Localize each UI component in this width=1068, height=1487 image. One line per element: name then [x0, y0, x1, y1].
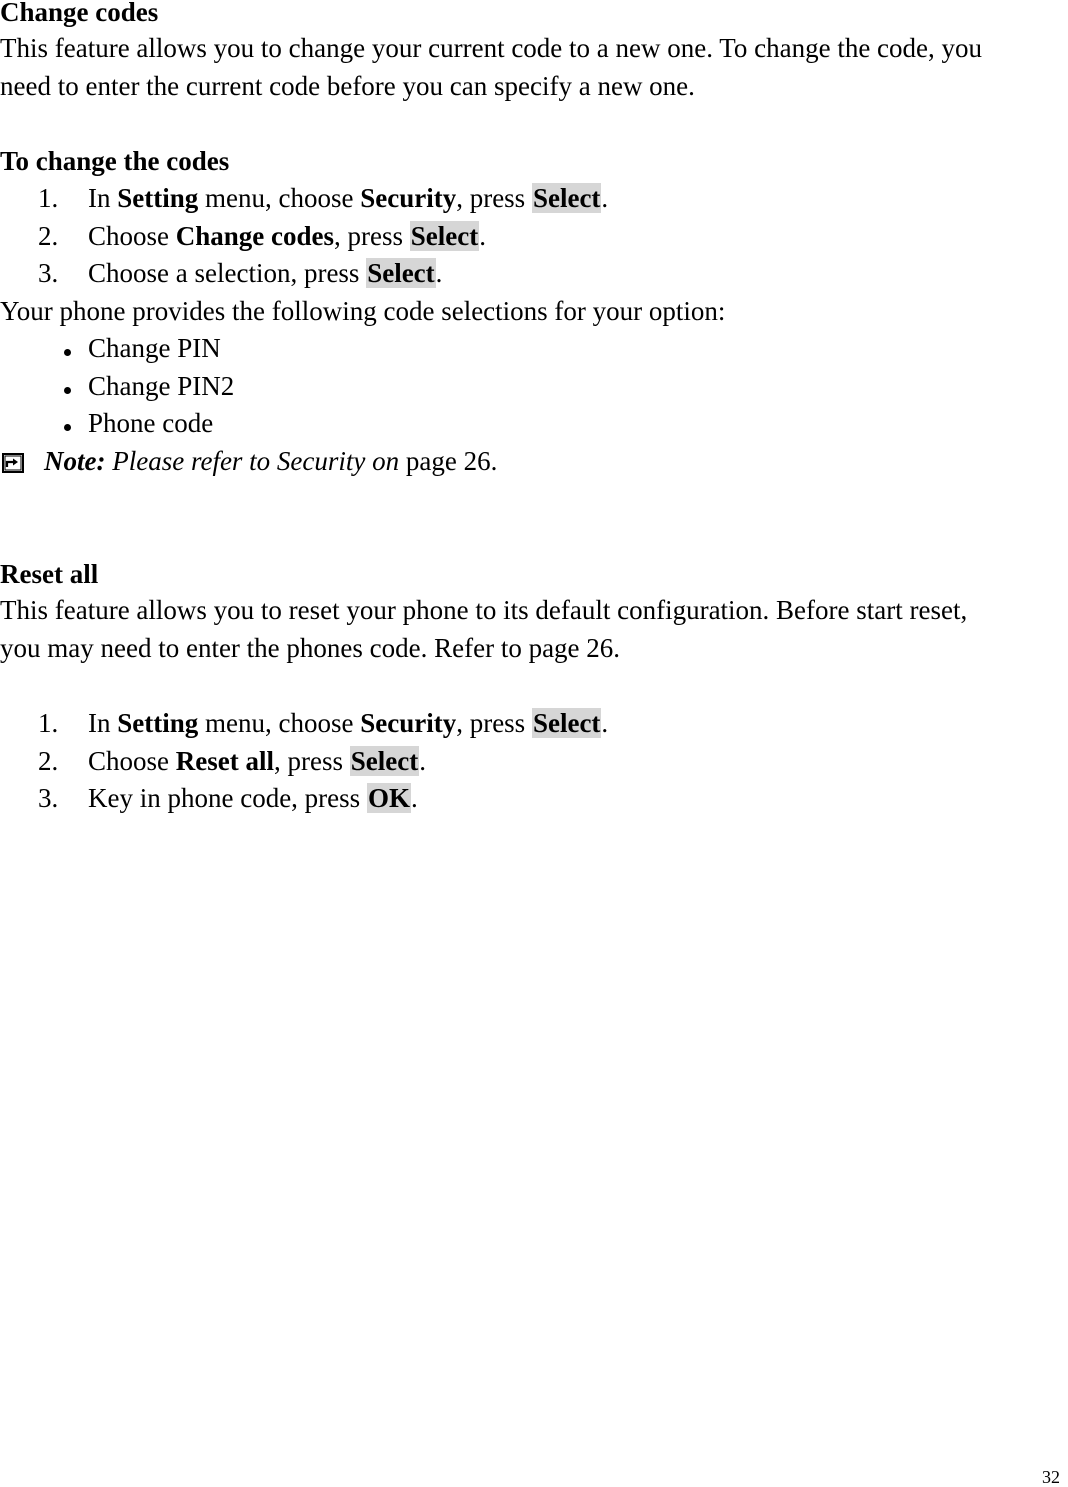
- bullet-icon: [64, 349, 71, 356]
- step-text: Choose Change codes, press Select.: [88, 221, 486, 251]
- reset-all-desc-line-2: you may need to enter the phones code. Refer to page 26.: [0, 633, 621, 663]
- change-codes-desc-line-1: This feature allows you to change your current code to a new one. To change the code, you: [0, 33, 983, 63]
- step-text: In Setting menu, choose Security, press Select.: [88, 183, 609, 213]
- note-text: Note: Please refer to Security on page 26.: [44, 446, 498, 476]
- ok-key-label: OK: [367, 783, 410, 813]
- subheading-to-change-codes: To change the codes: [0, 146, 230, 176]
- step-number: 3.: [38, 258, 59, 288]
- change-codes-desc-line-2: need to enter the current code before you can specify a new one.: [0, 71, 695, 101]
- step-text: Key in phone code, press OK.: [88, 783, 418, 813]
- step-number: 3.: [38, 783, 59, 813]
- step-number: 1.: [38, 183, 59, 213]
- select-key-label: Select: [532, 708, 601, 738]
- bullet-icon: [64, 424, 71, 431]
- page-number: 32: [1042, 1467, 1060, 1487]
- step-number: 2.: [38, 746, 59, 776]
- option-label: Change PIN: [88, 333, 221, 363]
- select-key-label: Select: [367, 258, 435, 288]
- step-text: Choose Reset all, press Select.: [88, 746, 426, 776]
- step-text: In Setting menu, choose Security, press Select.: [88, 708, 609, 738]
- select-key-label: Select: [410, 221, 479, 251]
- step-number: 2.: [38, 221, 59, 251]
- select-key-label: Select: [532, 183, 601, 213]
- step-text: Choose a selection, press Select.: [88, 258, 443, 288]
- step-number: 1.: [38, 708, 59, 738]
- option-label: Change PIN2: [88, 371, 235, 401]
- bullet-icon: [64, 387, 71, 394]
- section-title-reset-all: Reset all: [0, 559, 99, 589]
- section-title-change-codes: Change codes: [0, 0, 159, 27]
- select-key-label: Select: [350, 746, 419, 776]
- option-label: Phone code: [88, 408, 214, 438]
- note-arrow-icon: [2, 449, 24, 469]
- options-intro: Your phone provides the following code selections for your option:: [0, 296, 726, 326]
- reset-all-desc-line-1: This feature allows you to reset your phone to its default configuration. Before start reset,: [0, 595, 968, 625]
